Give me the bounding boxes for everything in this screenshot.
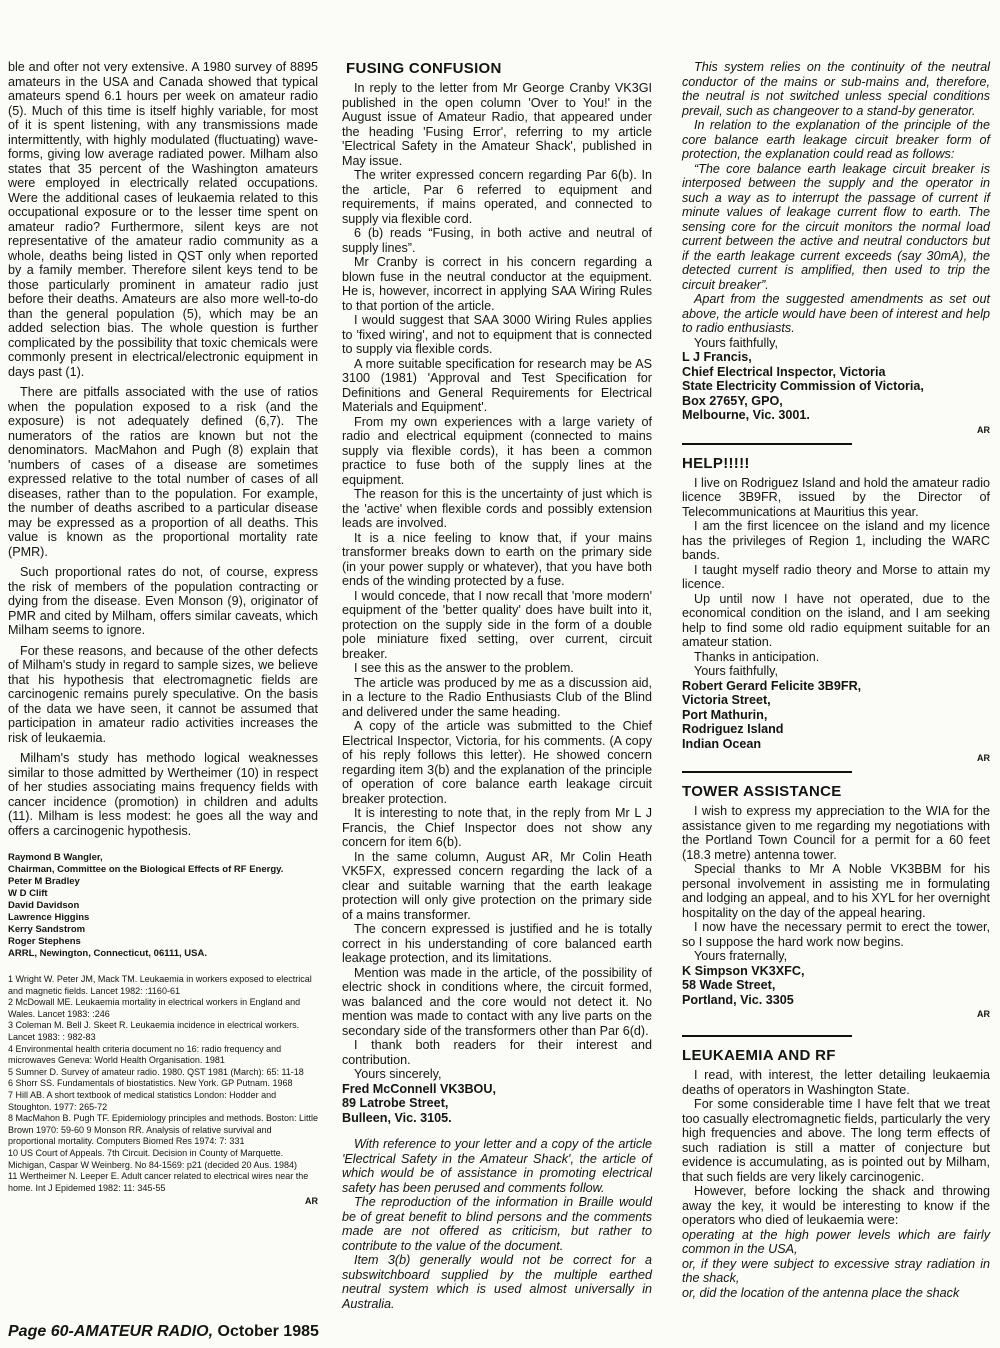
signature-line: Victoria Street, (682, 693, 771, 707)
col2-body (342, 81, 652, 1082)
reference-item: 1 Wright W. Peter JM, Mack TM. Leukaemia in workers exposed to electrical and magnetic fields. Lancet 1982: :1160-61 (8, 974, 312, 996)
leukaemia-italic-line: or, did the location of the antenna place the shack (682, 1285, 960, 1300)
tower-closing: Yours fraternally, (694, 949, 788, 963)
col2-paragraph: The reason for this is the uncertainty of just which is the 'active' when flexible cords and possibly extension leads are involved. (342, 487, 652, 530)
tower-paragraph: I now have the necessary permit to erect the tower, so I suppose the hard work now begins. (682, 920, 990, 949)
author-line: Roger Stephens (8, 936, 81, 947)
footer-date: October 1985 (217, 1323, 319, 1340)
signature-line: Indian Ocean (682, 736, 762, 751)
author-line: W D Clift (8, 888, 48, 899)
author-line: Kerry Sandstrom (8, 924, 86, 935)
author-line: Chairman, Committee on the Biological Effects of RF Energy. (8, 864, 284, 875)
signature-line: Portland, Vic. 3305 (682, 992, 794, 1007)
reference-item: 10 US Court of Appeals. 7th Circuit. Decision in County of Marquette. Michigan, Caspar W Weinberg. No 84-1569: p21 (decided 20 Aus. 1984) (8, 1147, 298, 1170)
col2-paragraph: In reply to the letter from Mr George Cranby VK3GI published in the open column 'Over to You!' in the August issue of Amateur Radio, that appeared under the heading 'Fusing Error', referring to my article 'Electrical Safety in the Amateur Shack', published in May issue. (342, 81, 652, 168)
section-heading-tower: TOWER ASSISTANCE (682, 783, 842, 800)
author-line: Lawrence Higgins (8, 912, 90, 923)
column-1 (8, 60, 318, 1208)
article-end-marker: AR (977, 1009, 990, 1019)
help-paragraph: Up until now I have not operated, due to the economical condition on the island, and I am seeking help to find some old radio equipment suitable for an amateur station. (682, 591, 990, 649)
col1-paragraph: ble and ofter not very extensive. A 1980 survey of 8895 amateurs in the USA and Canada showed that typical amateurs spend 6.1 hours per week on amateur radio (5). Much of this time is itself highly variable, for most of it is spent listening, with any transmissions made intermittently, with highly modulated (fluctuating) wave-forms, giving low average radiated power. Milham also states that 35 percent of the Washington amateurs were employed in electrically related occupations. Were the additional cases of leukaemia related to this occupational exposure or to the lesser time spent on amateur radio? Furthermore, silent keys are not representative of the amateur radio community as a whole, deaths being listed in QST only when reported by a family member. Therefore silent keys tend to be those particularly prominent in amateur radio just before their deaths. Amateurs are also more well-to-do than the general population (5), which may be an added selection bias. The whole question is further complicated by the possibility that toxic chemicals were commonly present in electrical/electronic equipment in days past (1). (8, 60, 318, 379)
leukaemia-italic-list (682, 1228, 990, 1301)
col2-paragraph: From my own experiences with a large variety of radio and electrical equipment (connected to mains supply via flexible cords), it has been a common practice to fuse both of the supply lines at the equipment. (342, 414, 652, 487)
help-body (682, 476, 990, 679)
column-2 (342, 60, 652, 1311)
col2-paragraph: Mr Cranby is correct in his concern regarding a blown fuse in the neutral conductor at the equipment. He is, however, incorrect in applying SAA Wiring Rules to that portion of the article. (342, 255, 652, 313)
help-closing: Yours faithfully, (694, 664, 779, 678)
reference-item: 4 Environmental health criteria document no 16: radio frequency and microwaves Geneva: World Health Organisation. 1981 (8, 1043, 282, 1066)
signature-line: Bulleen, Vic. 3105. (342, 1110, 452, 1125)
signature-block (342, 1082, 652, 1126)
signature-line: 58 Wade Street, (682, 978, 776, 992)
tower-body (682, 804, 990, 964)
author-list (8, 852, 318, 960)
col2-italic-body (342, 1137, 652, 1311)
article-end-marker: AR (977, 753, 990, 763)
article-end-marker: AR (977, 424, 990, 435)
column-3 (682, 60, 990, 1300)
col2-paragraph: I would suggest that SAA 3000 Wiring Rules applies to 'fixed wiring', and not to equipment that is connected to supply via flexible cords. (342, 313, 652, 356)
leukaemia-italic-line: or, if they were subject to excessive stray radiation in the shack, (682, 1256, 990, 1285)
tower-paragraph: Special thanks to Mr A Noble VK3BBM for his personal involvement in assisting me in formulating and lodging an appeal, and to his XYL for her overnight hospitality on the day of the appeal hearing. (682, 862, 990, 920)
author-line: ARRL, Newington, Connecticut, 06111, USA. (8, 948, 208, 959)
reference-item: 2 McDowall ME. Leukaemia mortality in electrical workers in England and Wales. Lancet 1983: :246 (8, 997, 301, 1019)
col2-paragraph: The writer expressed concern regarding Par 6(b). In the article, Par 6 referred to equipment and requirements, if mains operated, and connected to supply via flexible cord. (342, 168, 652, 226)
leukaemia-paragraph: I read, with interest, the letter detailing leukaemia deaths of operators in Washington State. (682, 1068, 990, 1097)
signature-line: Melbourne, Vic. 3001. (682, 408, 810, 422)
signature-block (682, 679, 990, 752)
col3-italic-body (682, 60, 990, 336)
signature-line: Box 2765Y, GPO, (682, 393, 783, 408)
signature-block (682, 350, 990, 423)
footer-page: Page 60-AMATEUR RADIO, (8, 1323, 214, 1340)
reference-item: 5 Sumner D. Survey of amateur radio. 1980. QST 1981 (March): 65: 11-18 (8, 1066, 304, 1077)
signature-line: State Electricity Commission of Victoria, (682, 379, 924, 393)
col2-italic-paragraph: The reproduction of the information in Braille would be of great benefit to blind persons and the comments made are not offered as criticism, but rather to contribute to the value of the document. (342, 1195, 652, 1253)
col1-paragraph: For these reasons, and because of the other defects of Milham's study in regard to sample sizes, we believe that his hypothesis that electromagnetic fields are carcinogenic remains purely speculative. On the basis of the data we have seen, it cannot be assumed that participation in amateur radio activities increases the risk of leukaemia. (8, 643, 318, 745)
section-divider (682, 1035, 852, 1037)
reference-item: 6 Shorr SS. Fundamentals of biostatistics. New York. GP Putnam. 1968 (8, 1078, 293, 1089)
section-divider (682, 771, 852, 773)
section-heading-leukaemia: LEUKAEMIA AND RF (682, 1047, 836, 1064)
signature-line: K Simpson VK3XFC, (682, 963, 805, 978)
col2-paragraph: 6 (b) reads “Fusing, in both active and neutral of supply lines”. (342, 226, 652, 255)
col2-paragraph: The article was produced by me as a discussion aid, in a lecture to the Radio Enthusiasts Club of the Blind and delivered under the same heading. (342, 675, 652, 719)
leukaemia-italic-line: operating at the high power levels which are fairly common in the USA, (682, 1227, 990, 1256)
signature-line: Rodriguez Island (682, 722, 784, 736)
col2-paragraph: In the same column, August AR, Mr Colin Heath VK5FX, expressed concern regarding the lack of a clear and suitable warning that the earth leakage protection will only give protection on the primary side of a mains transformer. (342, 849, 652, 922)
author-line: David Davidson (8, 900, 80, 911)
signature-block (682, 964, 990, 1008)
col2-paragraph: I thank both readers for their interest and contribution. (342, 1038, 652, 1067)
col2-closing: Yours sincerely, (354, 1067, 442, 1081)
reference-item: 8 MacMahon B. Pugh TF. Epidemiology principles and methods. Boston: Little Brown 1970: 59-60 9 Monson RR. Analysis of relative survival and proportional mortality. Computers Biomed Res 1974: 7: 331 (8, 1113, 319, 1147)
col2-paragraph: The concern expressed is justified and he is totally correct in his understanding of core balanced earth leakage protection, and its limitations. (342, 922, 652, 965)
col3-italic-paragraph: This system relies on the continuity of the neutral conductor of the mains or sub-mains and, therefore, the neutral is not switched unless special conditions prevail, such as changeover to a stand-by generator. (682, 60, 990, 118)
author-line: Peter M Bradley (8, 876, 80, 887)
col2-paragraph: A more suitable specification for research may be AS 3100 (1981) 'Approval and Test Specification for Definitions and General Requirements for Electrical Materials and Equipment'. (342, 356, 652, 414)
col1-paragraph: There are pitfalls associated with the use of ratios when the population exposed to a risk (and the exposure) is not adequately defined (6,7). The numerators of the ratios are known but not the denominators. MacMahon and Pugh (8) explain that 'numbers of cases of a disease are sometimes expressed relative to the total number of cases of all diseases, rather than to the population. For example, the number of deaths ascribed to a particular disease may be expressed as a proportion of all deaths. This value is known as the proportional mortality rate (PMR). (8, 385, 318, 559)
signature-line: 89 Latrobe Street, (342, 1096, 449, 1110)
col2-paragraph: It is interesting to note that, in the reply from Mr L J Francis, the Chief Inspector does not show any concern for item 6(b). (342, 806, 652, 849)
col2-paragraph: A copy of the article was submitted to the Chief Electrical Inspector, Victoria, for his comments. (A copy of his reply follows this letter). He showed concern regarding item 3(b) and the explanation of the principle of operation of core balance earth leakage circuit breaker protection. (342, 719, 652, 806)
col3-closing: Yours faithfully, (694, 335, 779, 350)
col1-body (8, 60, 318, 838)
signature-line: Robert Gerard Felicite 3B9FR, (682, 678, 862, 693)
reference-item: 3 Coleman M. Bell J. Skeet R. Leukaemia incidence in electrical workers. Lancet 1983: : 982-83 (8, 1020, 300, 1042)
help-paragraph: I taught myself radio theory and Morse to attain my licence. (682, 562, 990, 591)
section-divider (682, 443, 852, 445)
col3-italic-paragraph: Apart from the suggested amendments as set out above, the article would have been of interest and help to radio enthusiasts. (682, 292, 990, 335)
signature-line: L J Francis, (682, 350, 752, 364)
col2-italic-paragraph: Item 3(b) generally would not be correct for a subswitchboard supplied by the multiple earthed neutral system which is used almost universally in Australia. (342, 1253, 652, 1311)
section-heading-fusing: FUSING CONFUSION (346, 60, 502, 77)
reference-item: 7 Hill AB. A short textbook of medical statistics London: Hodder and Stoughton. 1977: 265-72 (8, 1089, 277, 1112)
col2-paragraph: I see this as the answer to the problem. (354, 661, 574, 675)
leukaemia-paragraph: However, before locking the shack and throwing away the key, it would be interesting to know if the operators who died of leukaemia were: (682, 1184, 990, 1227)
col2-paragraph: It is a nice feeling to know that, if your mains transformer breaks down to earth on the primary side (in your power supply or whatever), that you have both ends of the winding protected by a fuse. (342, 530, 652, 588)
page-footer (8, 1323, 319, 1341)
section-heading-help: HELP!!!!! (682, 454, 750, 472)
col3-italic-paragraph: “The core balance earth leakage circuit breaker is interposed between the supply and the operator in such a way as to interrupt the passage of current if minute values of leakage current flow to earth. The sensing core for the circuit monitors the normal load current between the active and neutral conductors but if the earth leakage current exceeds (say 30mA), the detected current is amplified, then used to trip the circuit breaker”. (682, 161, 990, 292)
col2-paragraph: I would concede, that I now recall that 'more modern' equipment of the 'better quality' does have built into it, protection on the supply side in the form of a double pole miniature fixed setting, over current, circuit breaker. (342, 588, 652, 661)
help-paragraph: Thanks in anticipation. (694, 649, 820, 664)
col3-italic-paragraph: In relation to the explanation of the principle of the core balance earth leakage circuit breaker form of protection, the explanation could read as follows: (682, 118, 990, 161)
signature-line: Port Mathurin, (682, 707, 768, 722)
leukaemia-paragraph: For some considerable time I have felt that we treat too casually electromagnetic fields, particularly the very high frequencies and above. The long term effects of such radiation is still a matter of conjecture but evidence is accumulating, as is pointed out by Milham, that such fields are very likely carcinogenic. (682, 1097, 990, 1184)
signature-line: Fred McConnell VK3BOU, (342, 1081, 496, 1096)
reference-item: 11 Wertheimer N. Leeper E. Adult cancer related to electrical wires near the home. Int J Epidemed 1982: 11: 345-55 (8, 1171, 309, 1193)
help-paragraph: I am the first licencee on the island and my licence has the privileges of Region 1, including the WARC bands. (682, 519, 990, 562)
help-paragraph: I live on Rodriguez Island and hold the amateur radio licence 3B9FR, issued by the Director of Telecommunications at Mauritius this year. (682, 475, 990, 519)
reference-list (8, 974, 318, 1194)
col2-italic-paragraph: With reference to your letter and a copy of the article 'Electrical Safety in the Amateur Shack', the article of which would be of assistance in promoting electrical safety has been perused and comments follow. (342, 1137, 652, 1195)
article-end-marker: AR (305, 1196, 318, 1207)
signature-line: Chief Electrical Inspector, Victoria (682, 364, 886, 379)
author-line: Raymond B Wangler, (8, 852, 103, 863)
tower-paragraph: I wish to express my appreciation to the WIA for the assistance given to me regarding my negotiations with the Portland Town Council for a permit for a 60 feet (18.3 metre) antenna tower. (682, 804, 990, 862)
col1-paragraph: Such proportional rates do not, of course, express the risk of members of the population contracting or dying from the disease. Even Monson (9), originator of PMR and cited by Milham, offers similar caveats, which Milham seems to ignore. (8, 565, 318, 637)
col1-paragraph: Milham's study has methodo logical weaknesses similar to those admitted by Wertheimer (10) in respect of her studies associating mains frequency fields with cancer incidence (promotion) in children and adults (11). Milham is less modest: he goes all the way and offers a carcinogenic hypothesis. (8, 751, 318, 838)
leukaemia-body (682, 1068, 990, 1228)
col2-paragraph: Mention was made in the article, of the possibility of electric shock in conditions where, the circuit formed, was balanced and the core would not detect it. No mention was made to contact with any live parts on the secondary side of the transformers other than Par 6(d). (342, 965, 652, 1038)
